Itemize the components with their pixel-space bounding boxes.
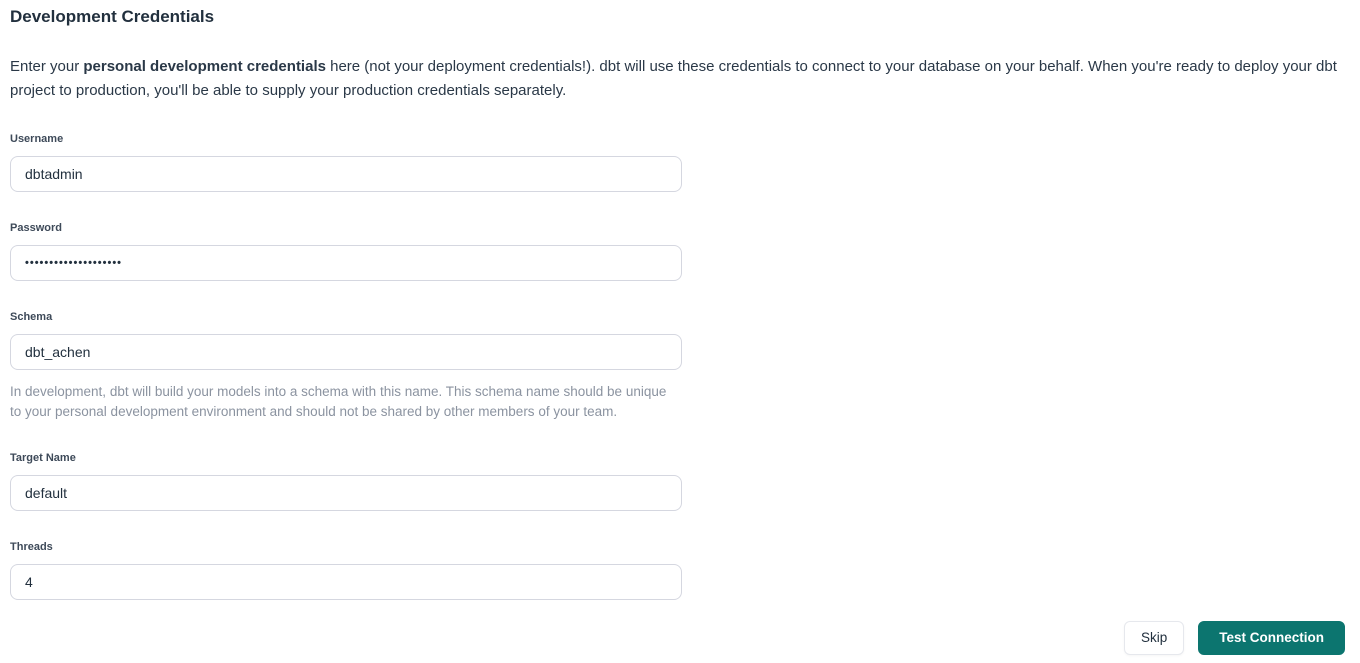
test-connection-button[interactable]: Test Connection — [1198, 621, 1345, 655]
target-name-label: Target Name — [10, 452, 76, 464]
form-actions — [1124, 621, 1345, 655]
username-input[interactable] — [10, 156, 682, 192]
schema-label: Schema — [10, 311, 53, 323]
threads-input[interactable] — [10, 564, 682, 600]
schema-field-group — [10, 311, 682, 422]
password-input[interactable] — [10, 245, 682, 281]
schema-help-text: In development, dbt will build your models into a schema with this name. This schema name should be unique to your personal development environment and should not be shared by other members of your team. — [10, 384, 667, 419]
intro-text — [10, 55, 1345, 103]
intro-text-start: Enter your — [10, 58, 84, 75]
skip-button[interactable]: Skip — [1124, 621, 1184, 655]
target-name-field-group — [10, 452, 682, 511]
target-name-input[interactable] — [10, 475, 682, 511]
credentials-form — [10, 133, 1345, 600]
intro-text-bold: personal development credentials — [83, 58, 326, 75]
username-field-group — [10, 133, 682, 192]
password-field-group — [10, 222, 682, 281]
threads-label: Threads — [10, 541, 53, 553]
page-title: Development Credentials — [10, 7, 215, 26]
intro-text-end: here (not your deployment credentials!). dbt will use these credentials to connect to your database on your behalf. When you're ready to deploy your dbt project to production, you'll be able to supply your production credentials separately. — [10, 58, 1337, 99]
threads-field-group — [10, 541, 682, 600]
password-label: Password — [10, 222, 62, 234]
schema-input[interactable] — [10, 334, 682, 370]
username-label: Username — [10, 133, 64, 145]
